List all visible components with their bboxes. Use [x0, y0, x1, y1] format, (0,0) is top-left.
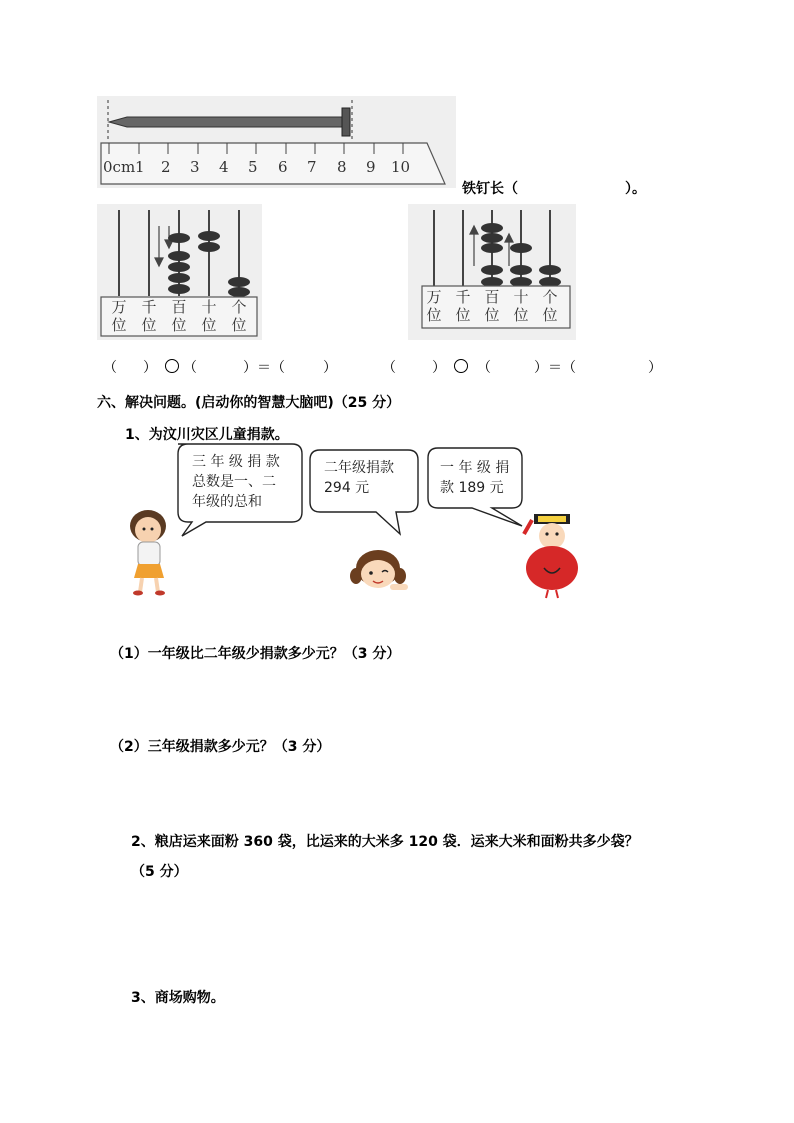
equation-right — [382, 357, 672, 377]
question-1-title: 1、为汶川灾区儿童捐款。 — [125, 427, 289, 443]
abacus-right-label-shi: 十 位 — [513, 288, 529, 324]
eq-right-paren-open-1: （ — [382, 360, 396, 376]
ruler-tick-label: 6 — [278, 158, 288, 176]
abacus-right-label-qian: 千 位 — [455, 288, 471, 324]
ruler-nail-image — [97, 96, 456, 188]
ruler-tick-label: 10 — [391, 158, 411, 176]
nail-shaft — [109, 117, 342, 127]
nail-length-question: 铁钉长（ — [462, 181, 518, 197]
eq-right-paren-close-3: ） — [648, 360, 662, 376]
abacus-left-label-bai: 百 位 — [171, 298, 187, 334]
ruler-unit-label: 0cm — [103, 158, 136, 176]
abacus-right — [408, 204, 576, 340]
abacus-left — [97, 204, 262, 340]
question-2-line2: （5 分） — [131, 864, 188, 880]
nail-head — [342, 108, 350, 136]
eq-left-paren-open-1: （ — [103, 360, 117, 376]
eq-left-paren-open-2: （ — [183, 360, 197, 376]
question-2-line1: 2、粮店运来面粉 360 袋，比运来的大米多 120 袋．运来大米和面粉共多少袋？ — [131, 834, 639, 850]
question-1-2: （2）三年级捐款多少元？（3 分） — [110, 739, 331, 755]
abacus-right-label-wan: 万 位 — [426, 288, 442, 324]
lantern-boy-icon — [524, 514, 578, 598]
nail-length-answer-close: ）。 — [625, 181, 646, 197]
ruler-tick-label: 4 — [219, 158, 229, 176]
abacus-right-label-ge: 个 位 — [542, 288, 558, 324]
eq-left-equals: ）＝（ — [243, 360, 285, 376]
equation-left — [103, 357, 343, 377]
bubble-grade2-text: 二年级捐款 294 元 — [324, 460, 394, 496]
question-1-1: （1）一年级比二年级少捐款多少元？（3 分） — [110, 646, 401, 662]
eq-left-paren-close-3: ） — [323, 360, 337, 376]
ruler-tick-label: 3 — [190, 158, 200, 176]
abacus-left-label-qian: 千 位 — [141, 298, 157, 334]
bubble-grade1-text: 一 年 级 捐 款 189 元 — [440, 460, 510, 496]
bubble-grade3-text: 三 年 级 捐 款 总数是一、二 年级的总和 — [192, 454, 280, 510]
girl-standing-icon — [130, 510, 166, 596]
abacus-left-label-shi: 十 位 — [201, 298, 217, 334]
ruler-tick-label: 1 — [135, 158, 145, 176]
operator-circle-icon[interactable] — [454, 359, 468, 373]
abacus-left-label-wan: 万 位 — [111, 298, 127, 334]
ruler-tick-label: 8 — [337, 158, 347, 176]
eq-right-equals: ）＝（ — [534, 360, 576, 376]
ruler-tick-label: 7 — [307, 158, 317, 176]
question-3-title: 3、商场购物。 — [131, 990, 225, 1006]
ruler-tick-label: 2 — [161, 158, 171, 176]
eq-left-paren-close-1: ） — [143, 360, 157, 376]
operator-circle-icon[interactable] — [165, 359, 179, 373]
eq-right-paren-open-2: （ — [477, 360, 491, 376]
abacus-right-label-bai: 百 位 — [484, 288, 500, 324]
eq-right-paren-close-1: ） — [432, 360, 446, 376]
ruler-tick-label: 5 — [248, 158, 258, 176]
girl-peeking-icon — [350, 550, 408, 590]
abacus-left-label-ge: 个 位 — [231, 298, 247, 334]
ruler-tick-label: 9 — [366, 158, 376, 176]
section-6-heading: 六、解决问题。(启动你的智慧大脑吧)（25 分） — [97, 395, 401, 411]
